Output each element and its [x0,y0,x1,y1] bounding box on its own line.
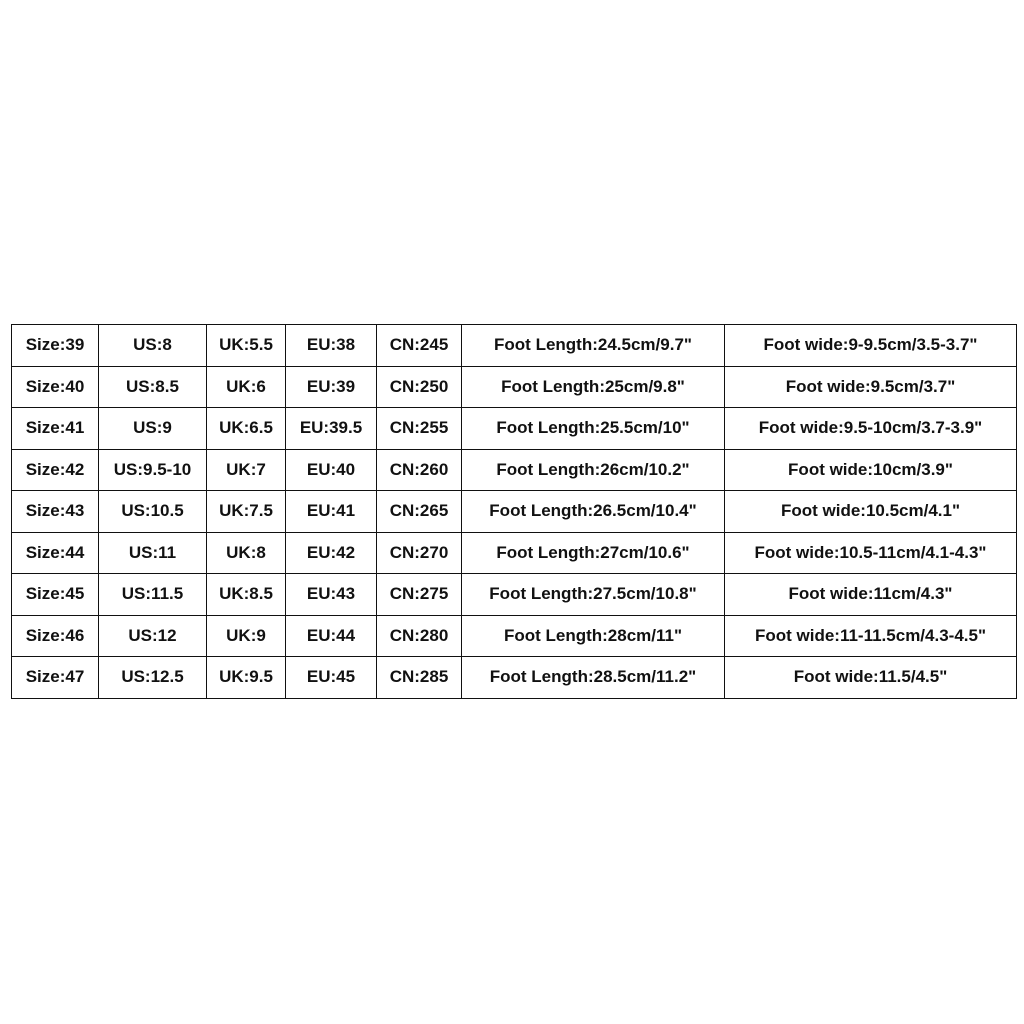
size-cell: Size:42 [12,449,99,491]
uk-size-cell: UK:7.5 [207,491,286,533]
us-size-cell: US:10.5 [99,491,207,533]
eu-size-cell: EU:43 [286,574,377,616]
foot-width-cell: Foot wide:9.5-10cm/3.7-3.9" [725,408,1017,450]
foot-length-cell: Foot Length:24.5cm/9.7" [462,325,725,367]
eu-size-cell: EU:41 [286,491,377,533]
us-size-cell: US:8.5 [99,366,207,408]
cn-size-cell: CN:270 [377,532,462,574]
us-size-cell: US:11.5 [99,574,207,616]
size-cell: Size:39 [12,325,99,367]
foot-length-cell: Foot Length:25.5cm/10" [462,408,725,450]
size-cell: Size:43 [12,491,99,533]
cn-size-cell: CN:250 [377,366,462,408]
foot-length-cell: Foot Length:27cm/10.6" [462,532,725,574]
foot-length-cell: Foot Length:26.5cm/10.4" [462,491,725,533]
us-size-cell: US:12 [99,615,207,657]
uk-size-cell: UK:9.5 [207,657,286,699]
eu-size-cell: EU:38 [286,325,377,367]
foot-length-cell: Foot Length:28cm/11" [462,615,725,657]
foot-width-cell: Foot wide:11cm/4.3" [725,574,1017,616]
table-row [12,574,1017,616]
size-chart-body [12,325,1017,699]
foot-width-cell: Foot wide:10cm/3.9" [725,449,1017,491]
size-chart-table [11,324,1017,699]
eu-size-cell: EU:40 [286,449,377,491]
size-cell: Size:44 [12,532,99,574]
uk-size-cell: UK:9 [207,615,286,657]
uk-size-cell: UK:6.5 [207,408,286,450]
cn-size-cell: CN:285 [377,657,462,699]
table-row [12,491,1017,533]
foot-width-cell: Foot wide:10.5cm/4.1" [725,491,1017,533]
table-row [12,449,1017,491]
cn-size-cell: CN:245 [377,325,462,367]
foot-length-cell: Foot Length:27.5cm/10.8" [462,574,725,616]
table-row [12,366,1017,408]
cn-size-cell: CN:260 [377,449,462,491]
eu-size-cell: EU:39.5 [286,408,377,450]
table-row [12,325,1017,367]
table-row [12,657,1017,699]
foot-length-cell: Foot Length:26cm/10.2" [462,449,725,491]
cn-size-cell: CN:265 [377,491,462,533]
uk-size-cell: UK:6 [207,366,286,408]
eu-size-cell: EU:39 [286,366,377,408]
foot-width-cell: Foot wide:9-9.5cm/3.5-3.7" [725,325,1017,367]
foot-length-cell: Foot Length:28.5cm/11.2" [462,657,725,699]
size-cell: Size:47 [12,657,99,699]
cn-size-cell: CN:280 [377,615,462,657]
size-cell: Size:40 [12,366,99,408]
uk-size-cell: UK:8.5 [207,574,286,616]
foot-length-cell: Foot Length:25cm/9.8" [462,366,725,408]
us-size-cell: US:11 [99,532,207,574]
eu-size-cell: EU:45 [286,657,377,699]
eu-size-cell: EU:44 [286,615,377,657]
foot-width-cell: Foot wide:11-11.5cm/4.3-4.5" [725,615,1017,657]
foot-width-cell: Foot wide:11.5/4.5" [725,657,1017,699]
cn-size-cell: CN:275 [377,574,462,616]
uk-size-cell: UK:7 [207,449,286,491]
foot-width-cell: Foot wide:10.5-11cm/4.1-4.3" [725,532,1017,574]
table-row [12,408,1017,450]
table-row [12,532,1017,574]
table-row [12,615,1017,657]
foot-width-cell: Foot wide:9.5cm/3.7" [725,366,1017,408]
size-cell: Size:41 [12,408,99,450]
us-size-cell: US:12.5 [99,657,207,699]
us-size-cell: US:8 [99,325,207,367]
size-cell: Size:45 [12,574,99,616]
us-size-cell: US:9.5-10 [99,449,207,491]
eu-size-cell: EU:42 [286,532,377,574]
uk-size-cell: UK:5.5 [207,325,286,367]
uk-size-cell: UK:8 [207,532,286,574]
cn-size-cell: CN:255 [377,408,462,450]
size-cell: Size:46 [12,615,99,657]
us-size-cell: US:9 [99,408,207,450]
